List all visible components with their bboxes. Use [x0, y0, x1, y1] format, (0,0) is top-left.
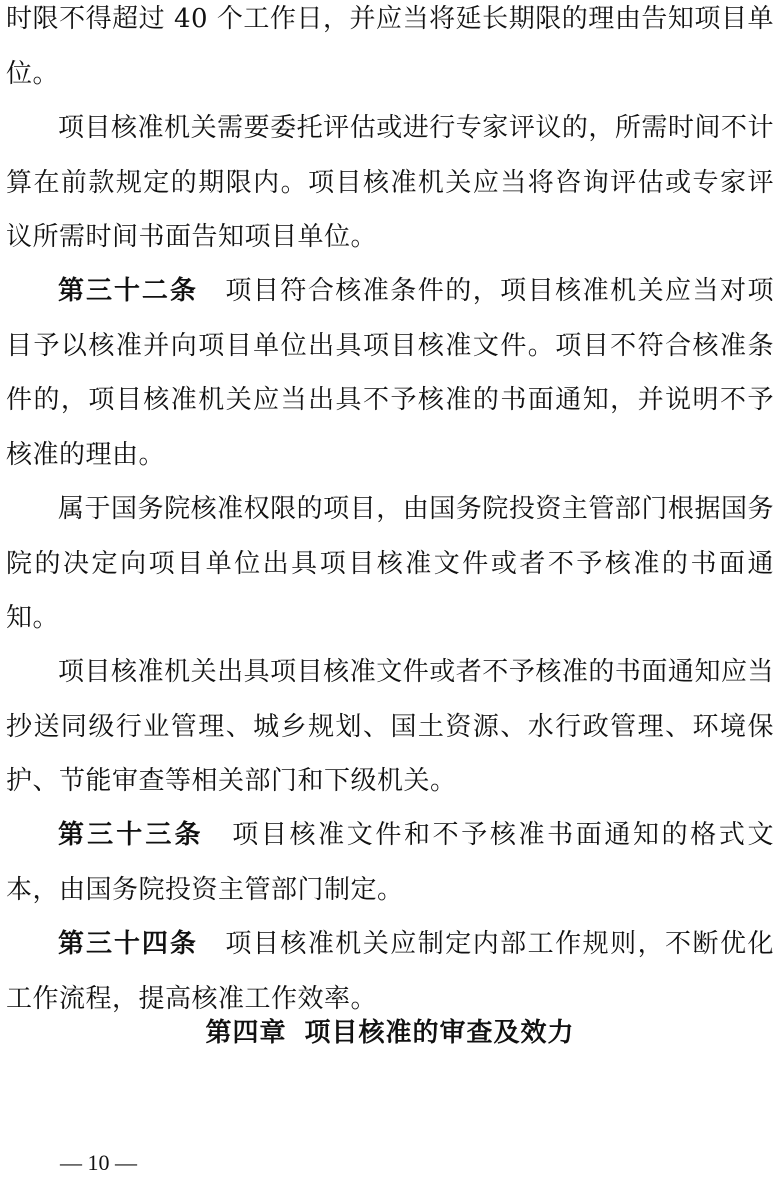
paragraph [6, 482, 774, 646]
article-33 [6, 808, 774, 917]
paragraph-continuation [6, 0, 774, 101]
article-32 [6, 264, 774, 482]
paragraph-text: 项目核准机关出具项目核准文件或者不予核准的书面通知应当抄送同级行业管理、城乡规划、国土资源、水行政管理、环境保护、节能审查等相关部门和下级机关。 [6, 657, 774, 796]
article-number: 第三十二条 [58, 276, 198, 306]
article-number: 第三十四条 [58, 929, 198, 959]
paragraph-text: 属于国务院核准权限的项目，由国务院投资主管部门根据国务院的决定向项目单位出具项目核准文件或者不予核准的书面通知。 [6, 494, 774, 633]
chapter-heading [0, 1012, 780, 1049]
chapter-number: 第四章 [205, 1018, 287, 1048]
paragraph-text: 项目符合核准条件的，项目核准机关应当对项目予以核准并向项目单位出具项目核准文件。项目不符合核准条件的，项目核准机关应当出具不予核准的书面通知，并说明不予核准的理由。 [6, 276, 774, 470]
paragraph-text: 项目核准机关应制定内部工作规则，不断优化工作流程，提高核准工作效率。 [6, 929, 774, 1014]
paragraph-text: 项目核准文件和不予核准书面通知的格式文本，由国务院投资主管部门制定。 [6, 820, 774, 905]
paragraph [6, 101, 774, 265]
paragraph [6, 645, 774, 809]
chapter-title: 项目核准的审查及效力 [304, 1018, 575, 1048]
article-number: 第三十三条 [58, 820, 204, 850]
paragraph-text: 项目核准机关需要委托评估或进行专家评议的，所需时间不计算在前款规定的期限内。项目核准机关应当将咨询评估或专家评议所需时间书面告知项目单位。 [6, 113, 774, 252]
article-34 [6, 917, 774, 1026]
paragraph-text: 时限不得超过 40 个工作日，并应当将延长期限的理由告知项目单位。 [6, 4, 774, 89]
page-number: — 10 — [60, 1150, 137, 1175]
